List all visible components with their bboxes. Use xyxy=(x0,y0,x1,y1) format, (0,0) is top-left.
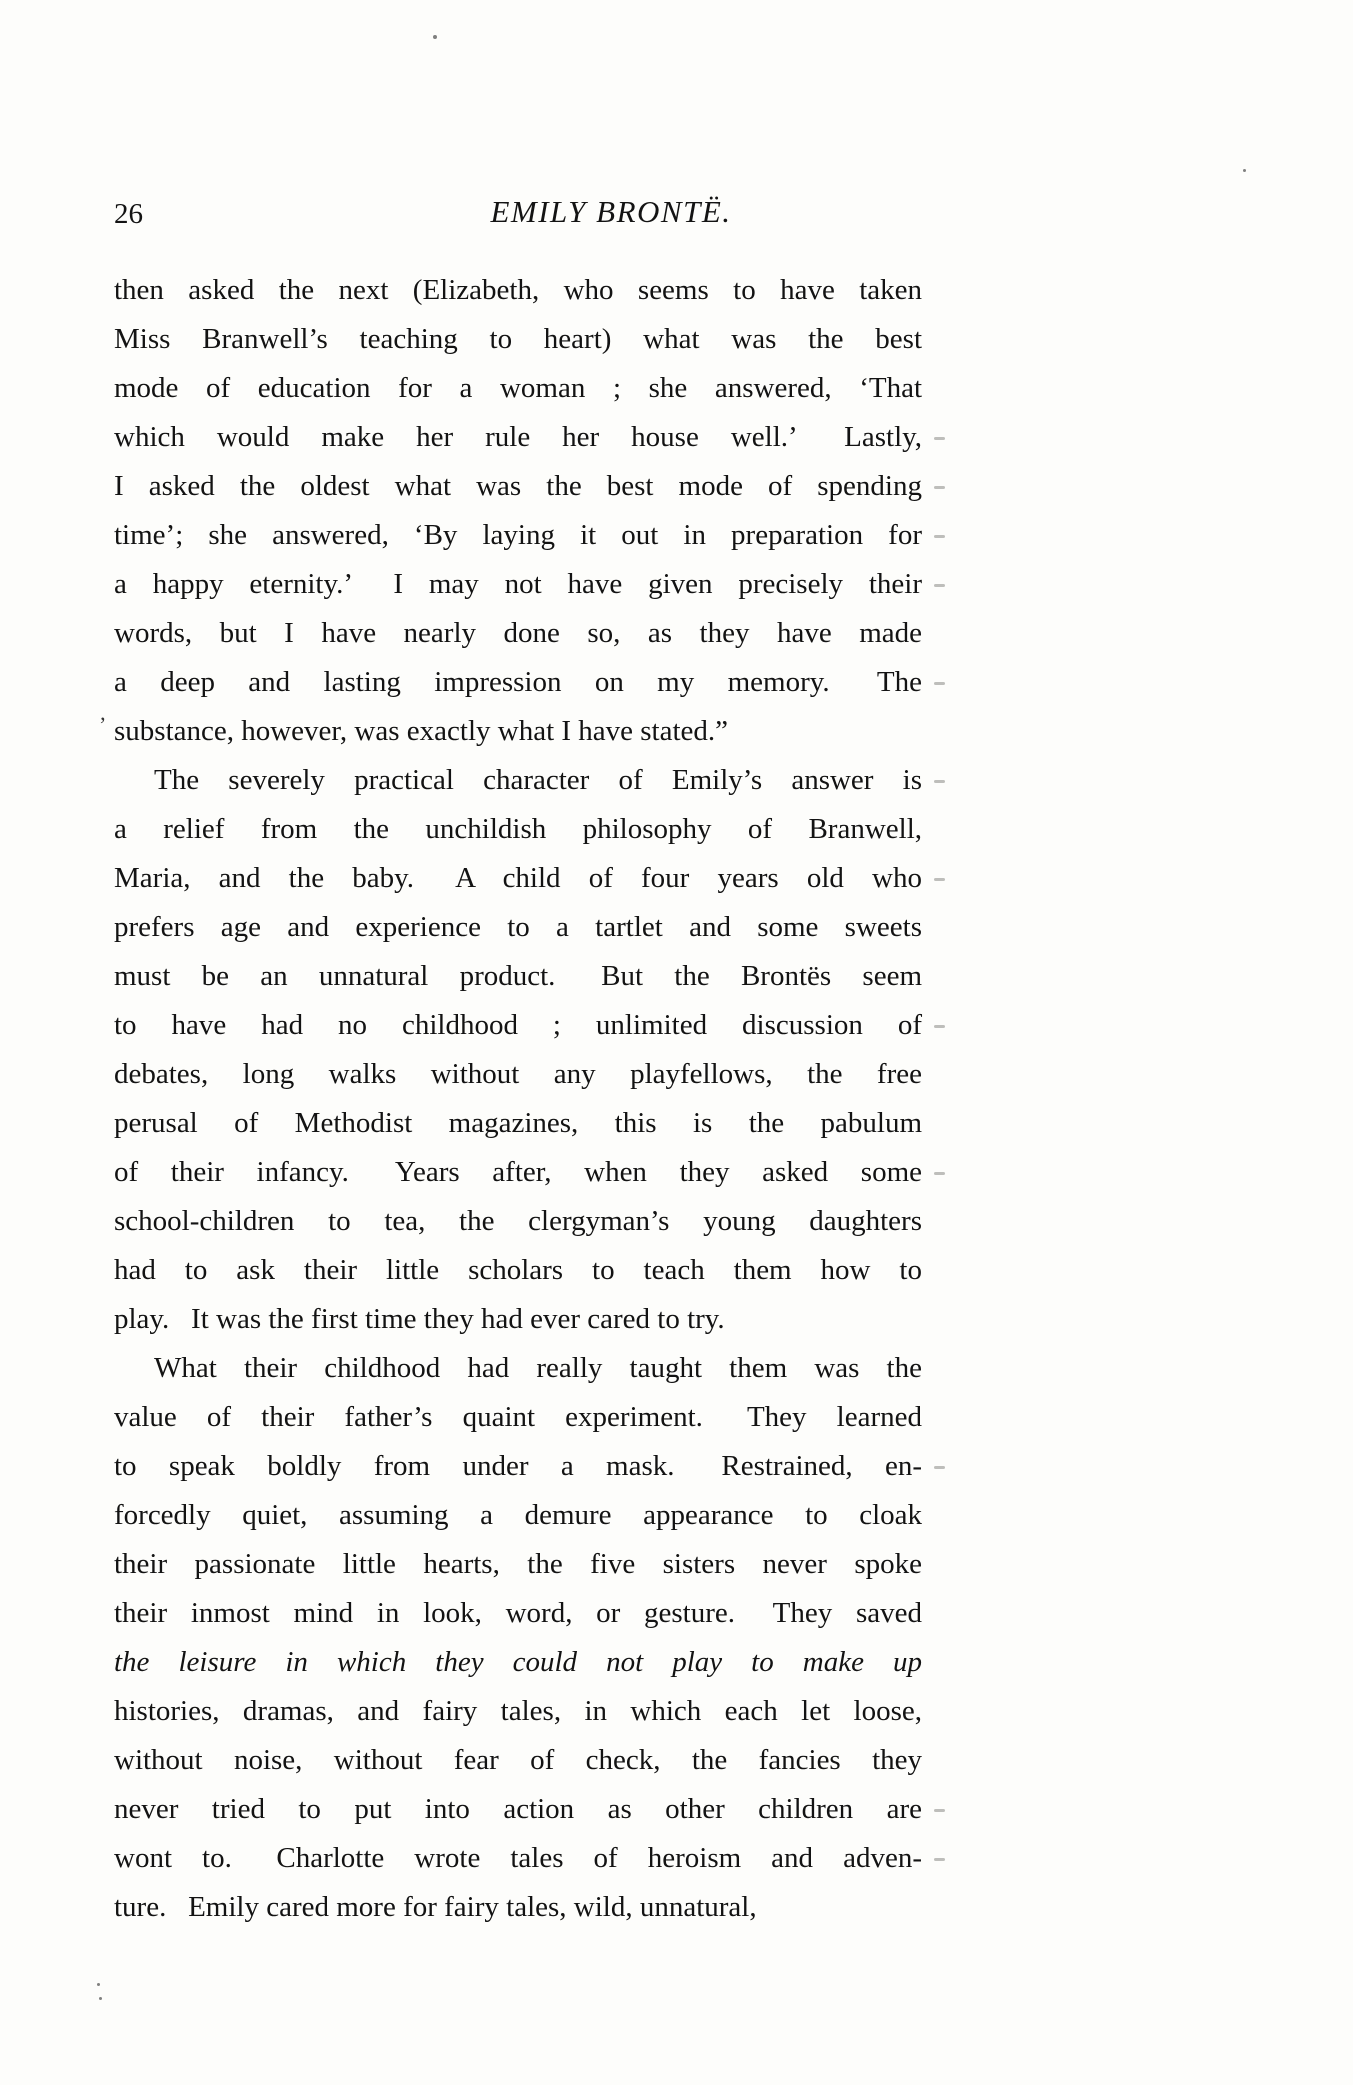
text-line: a deep and lasting impression on my memory. The xyxy=(114,666,922,698)
text-line: play. It was the first time they had ever cared to try. xyxy=(114,1303,725,1335)
text-line: mode of education for a woman ; she answered, ‘That xyxy=(114,372,922,404)
scan-ink-dash xyxy=(934,584,945,587)
scan-ink-dash xyxy=(934,1466,945,1469)
text-line: debates, long walks without any playfellows, the free xyxy=(114,1058,922,1090)
text-line: Maria, and the baby. A child of four years old who xyxy=(114,862,922,894)
text-line: time’; she answered, ‘By laying it out in preparation for xyxy=(114,519,922,551)
text-line: then asked the next (Elizabeth, who seems to have taken xyxy=(114,274,922,306)
page-number: 26 xyxy=(114,198,143,230)
scan-ink-dash xyxy=(934,1858,945,1861)
scan-ink-dash xyxy=(934,1809,945,1812)
scan-ink-dash xyxy=(934,535,945,538)
text-line: forcedly quiet, assuming a demure appearance to cloak xyxy=(114,1499,922,1531)
scan-ink-dash xyxy=(934,878,945,881)
text-line: their passionate little hearts, the five sisters never spoke xyxy=(114,1548,922,1580)
text-line: Miss Branwell’s teaching to heart) what was the best xyxy=(114,323,922,355)
text-line: words, but I have nearly done so, as they have made xyxy=(114,617,922,649)
scan-speck xyxy=(1243,169,1246,172)
running-title: EMILY BRONTË. xyxy=(490,194,732,229)
text-line: must be an unnatural product. But the Brontës seem xyxy=(114,960,922,992)
scan-ink-dash xyxy=(934,682,945,685)
text-line: to speak boldly from under a mask. Restrained, en- xyxy=(114,1450,922,1482)
scan-ink-dash xyxy=(934,486,945,489)
text-line: school-children to tea, the clergyman’s young daughters xyxy=(114,1205,922,1237)
text-line: The severely practical character of Emily’s answer is xyxy=(154,764,922,796)
scan-ink-dash xyxy=(934,780,945,783)
text-line: to have had no childhood ; unlimited discussion of xyxy=(114,1009,922,1041)
text-line: never tried to put into action as other children are xyxy=(114,1793,922,1825)
text-line: perusal of Methodist magazines, this is the pabulum xyxy=(114,1107,922,1139)
body-text xyxy=(114,266,922,1932)
text-line: had to ask their little scholars to teach them how to xyxy=(114,1254,922,1286)
text-line: which would make her rule her house well.’ Lastly, xyxy=(114,421,922,453)
scan-ink-dash xyxy=(934,1172,945,1175)
text-line: of their infancy. Years after, when they asked some xyxy=(114,1156,922,1188)
text-line: I asked the oldest what was the best mode of spending xyxy=(114,470,922,502)
text-line: wont to. Charlotte wrote tales of heroism and adven- xyxy=(114,1842,922,1874)
scan-speck xyxy=(97,1983,100,1986)
text-line: their inmost mind in look, word, or gesture. They saved xyxy=(114,1597,922,1629)
scan-ink-dash xyxy=(934,437,945,440)
text-line: the leisure in which they could not play to make up xyxy=(114,1646,922,1678)
text-line: a happy eternity.’ I may not have given precisely their xyxy=(114,568,922,600)
text-line: value of their father’s quaint experiment. They learned xyxy=(114,1401,922,1433)
text-line: What their childhood had really taught them was the xyxy=(154,1352,922,1384)
scan-ink-dash xyxy=(934,1025,945,1028)
scan-speck xyxy=(99,1997,102,2000)
text-line: substance, however, was exactly what I have stated.” xyxy=(114,715,729,747)
text-line: without noise, without fear of check, the fancies they xyxy=(114,1744,922,1776)
scan-speck xyxy=(433,35,437,39)
text-line: a relief from the unchildish philosophy of Branwell, xyxy=(114,813,922,845)
margin-mark: ’ xyxy=(99,712,107,737)
text-line: ture. Emily cared more for fairy tales, wild, unnatural, xyxy=(114,1891,757,1923)
text-line: histories, dramas, and fairy tales, in which each let loose, xyxy=(114,1695,922,1727)
text-line: prefers age and experience to a tartlet and some sweets xyxy=(114,911,922,943)
